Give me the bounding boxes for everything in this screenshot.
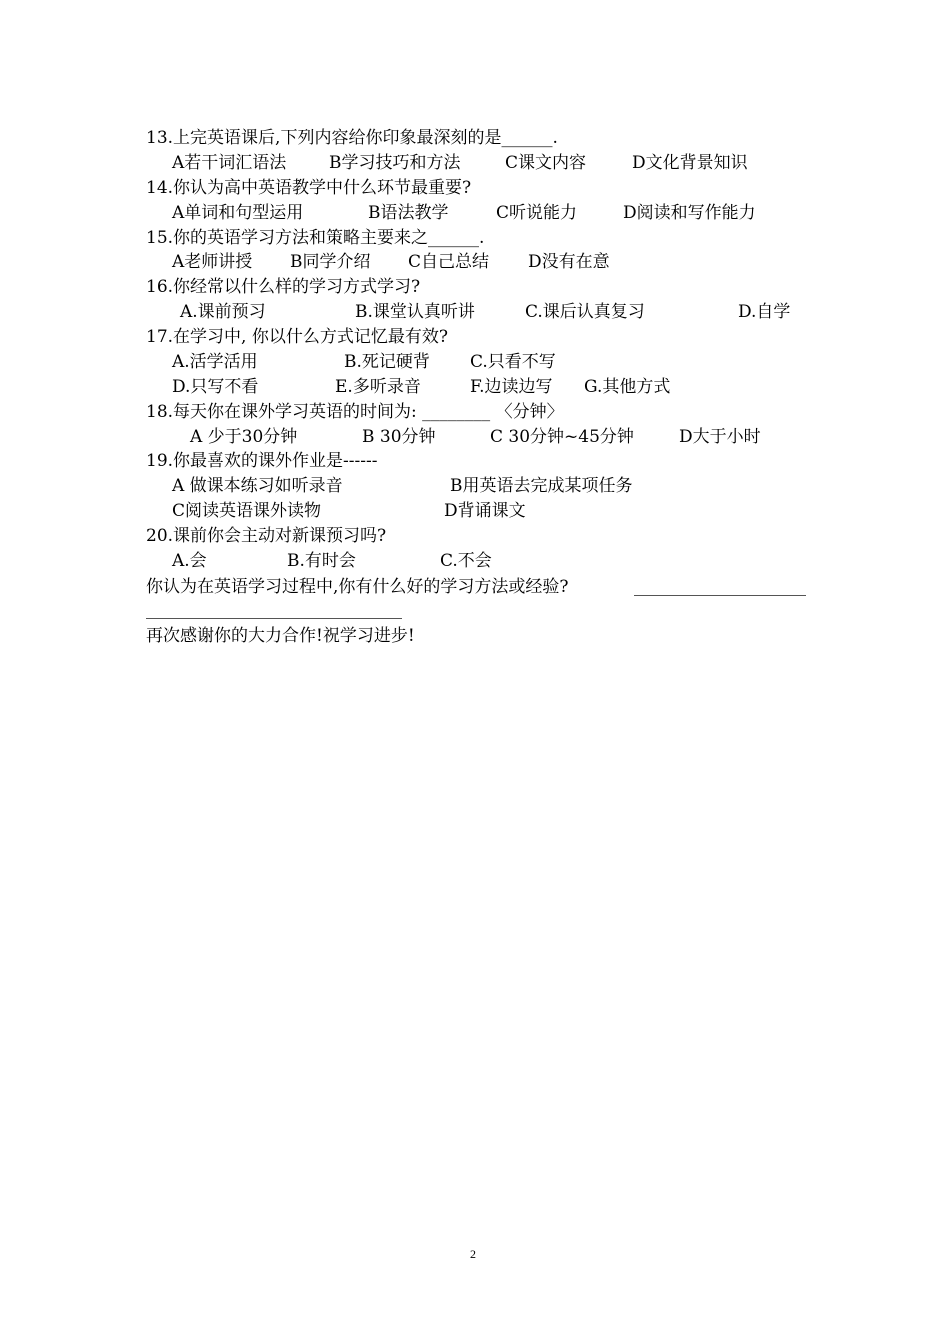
q17-option-c: C.只看不写: [470, 352, 556, 372]
q19-option-c: C阅读英语课外读物: [172, 501, 322, 521]
q17-option-g: G.其他方式: [584, 377, 671, 397]
q20-option-c: C.不会: [440, 551, 492, 571]
question-14: 14.你认为高中英语教学中什么环节最重要?: [146, 178, 472, 198]
q18-option-d: D大于小时: [679, 427, 761, 447]
q15-option-d: D没有在意: [528, 252, 610, 272]
q19-option-d: D背诵课文: [444, 501, 526, 521]
question-20: 20.课前你会主动对新课预习吗?: [146, 526, 387, 546]
q17-option-b: B.死记硬背: [344, 352, 430, 372]
q15-option-c: C自己总结: [408, 252, 490, 272]
q15-option-a: A老师讲授: [172, 252, 253, 272]
q16-option-d: D.自学: [738, 302, 791, 322]
q13-option-d: D文化背景知识: [632, 153, 748, 173]
q15-option-b: B同学介绍: [290, 252, 371, 272]
question-18: 18.每天你在课外学习英语的时间为: ________ 〈分钟〉: [146, 402, 564, 422]
q19-option-a: A 做课本练习如听录音: [172, 476, 343, 496]
q18-option-a: A 少于30分钟: [190, 427, 298, 447]
q18-option-b: B 30分钟: [362, 427, 436, 447]
q13-option-b: B学习技巧和方法: [329, 153, 461, 173]
question-13: 13.上完英语课后,下列内容给你印象最深刻的是______.: [146, 128, 558, 148]
question-15: 15.你的英语学习方法和策略主要来之______.: [146, 228, 485, 248]
q17-option-a: A.活学活用: [172, 352, 258, 372]
q14-option-a: A单词和句型运用: [172, 203, 304, 223]
q13-option-c: C课文内容: [505, 153, 587, 173]
question-16: 16.你经常以什么样的学习方式学习?: [146, 277, 421, 297]
q14-option-d: D阅读和写作能力: [623, 203, 756, 223]
closing-text: 再次感谢你的大力合作!祝学习进步!: [146, 626, 415, 646]
q16-option-c: C.课后认真复习: [525, 302, 645, 322]
q16-option-b: B.课堂认真听讲: [355, 302, 475, 322]
q18-option-c: C 30分钟~45分钟: [490, 427, 634, 447]
question-17: 17.在学习中, 你以什么方式记忆最有效?: [146, 327, 448, 347]
q17-option-e: E.多听录音: [335, 377, 421, 397]
q19-option-b: B用英语去完成某项任务: [450, 476, 633, 496]
answer-blank-line[interactable]: [634, 595, 806, 596]
q16-option-a: A.课前预习: [180, 302, 266, 322]
q13-option-a: A若干词汇语法: [172, 153, 287, 173]
q14-option-b: B语法教学: [368, 203, 449, 223]
answer-blank-line-continued[interactable]: [146, 618, 402, 619]
q20-option-b: B.有时会: [287, 551, 356, 571]
q20-option-a: A.会: [172, 551, 207, 571]
q14-option-c: C听说能力: [496, 203, 578, 223]
q17-option-d: D.只写不看: [172, 377, 259, 397]
page-number: 2: [470, 1247, 476, 1261]
open-question: 你认为在英语学习过程中,你有什么好的学习方法或经验?: [146, 577, 569, 597]
question-19: 19.你最喜欢的课外作业是------: [146, 451, 378, 471]
q17-option-f: F.边读边写: [470, 377, 553, 397]
